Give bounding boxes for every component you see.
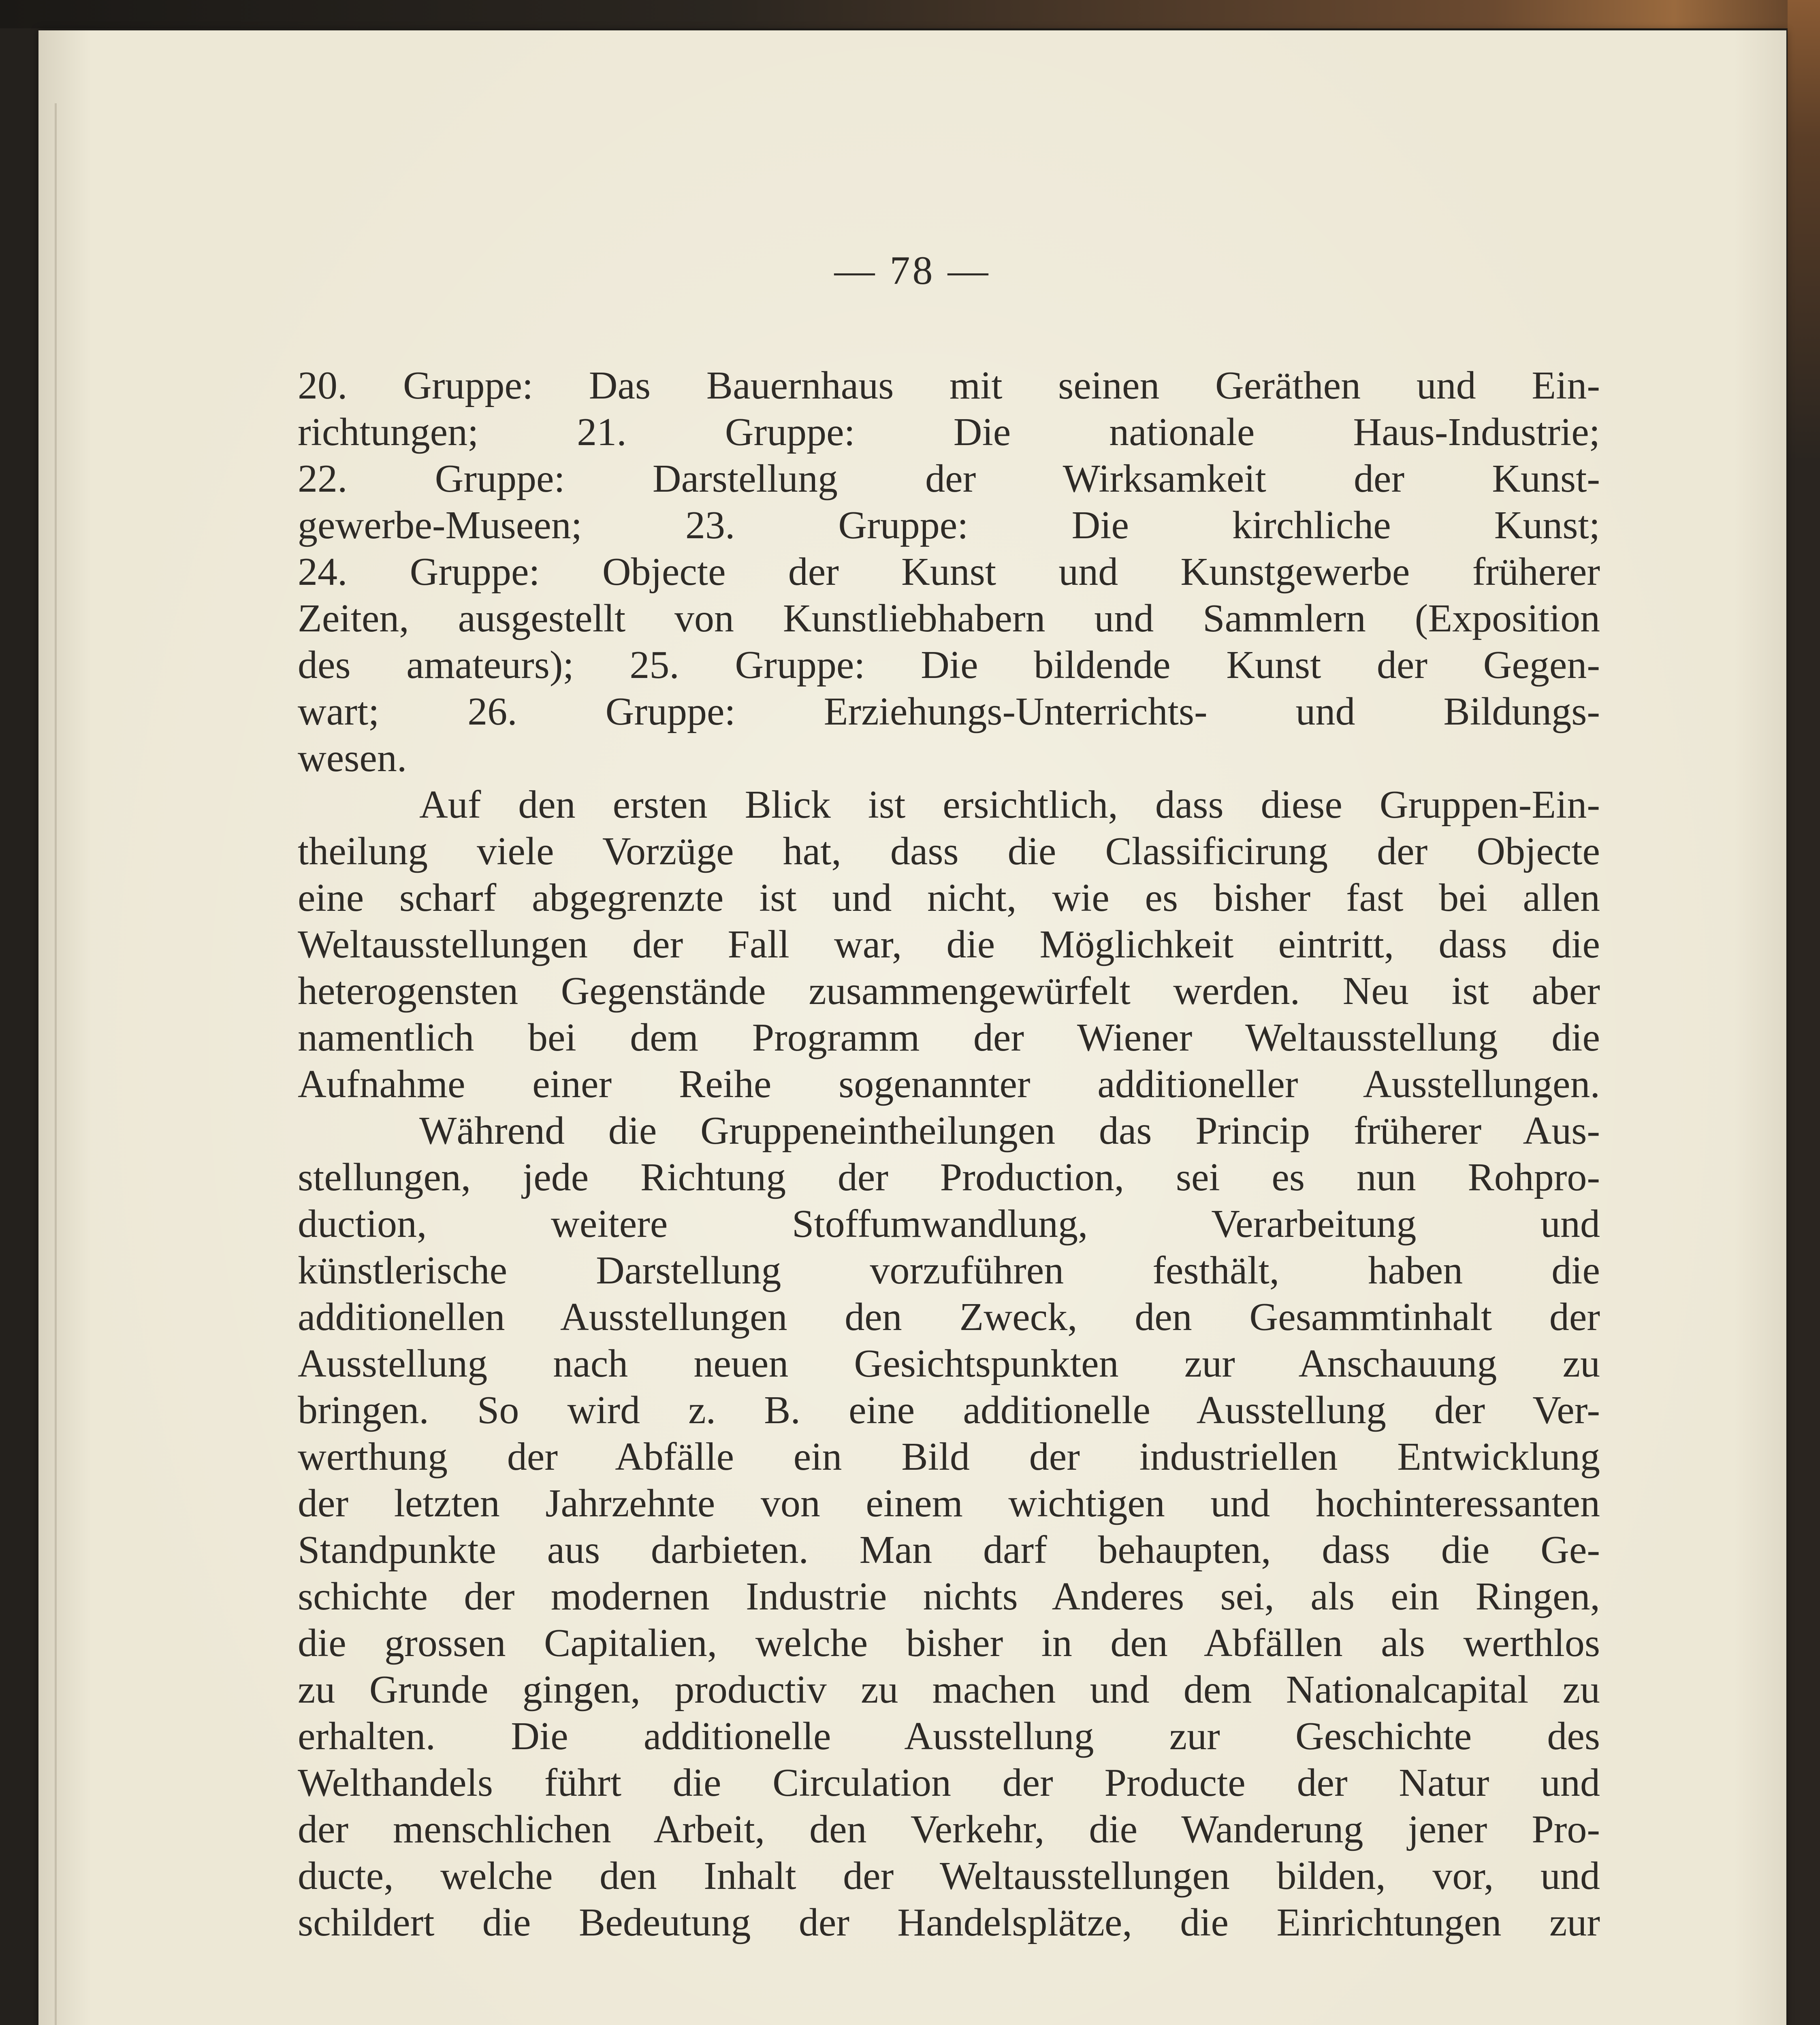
text-line: werthung der Abfälle ein Bild der industriellen Entwicklung (298, 1435, 1600, 1479)
paragraph-start-line: Während die Gruppeneintheilungen das Princip früherer Aus- (419, 1109, 1600, 1153)
text-line: 22. Gruppe: Darstellung der Wirksamkeit der Kunst- (298, 457, 1600, 501)
text-line: theilung viele Vorzüge hat, dass die Classificirung der Objecte (298, 829, 1600, 873)
book-page (38, 30, 1786, 2025)
text-line: eine scharf abgegrenzte ist und nicht, wie es bisher fast bei allen (298, 876, 1600, 920)
text-line: stellungen, jede Richtung der Production, sei es nun Rohpro- (298, 1155, 1600, 1199)
text-line: wart; 26. Gruppe: Erziehungs-Unterrichts- und Bildungs- (298, 690, 1600, 733)
text-line: zu Grunde gingen, productiv zu machen und dem Nationalcapital zu (298, 1668, 1600, 1712)
text-line: 20. Gruppe: Das Bauernhaus mit seinen Geräthen und Ein- (298, 364, 1600, 407)
text-line: Zeiten, ausgestellt von Kunstliebhabern und Sammlern (Exposition (298, 597, 1600, 640)
text-line: erhalten. Die additionelle Ausstellung zur Geschichte des (298, 1714, 1600, 1758)
text-line: namentlich bei dem Programm der Wiener Weltausstellung die (298, 1016, 1600, 1059)
text-line: künstlerische Darstellung vorzuführen festhält, haben die (298, 1249, 1600, 1292)
text-line: wesen. (298, 736, 407, 780)
text-line: ducte, welche den Inhalt der Weltausstellungen bilden, vor, und (298, 1854, 1600, 1898)
book-cover-edge-right (1788, 0, 1820, 2025)
text-line: additionellen Ausstellungen den Zweck, den Gesammtinhalt der (298, 1295, 1600, 1339)
text-line: Standpunkte aus darbieten. Man darf behaupten, dass die Ge- (298, 1528, 1600, 1572)
text-line: der letzten Jahrzehnte von einem wichtigen und hochinteressanten (298, 1481, 1600, 1525)
page-number: — 78 — (834, 248, 991, 293)
text-line: schichte der modernen Industrie nichts Anderes sei, als ein Ringen, (298, 1575, 1600, 1618)
text-line: 24. Gruppe: Objecte der Kunst und Kunstgewerbe früherer (298, 550, 1600, 594)
text-line: richtungen; 21. Gruppe: Die nationale Haus-Industrie; (298, 410, 1600, 454)
text-line: bringen. So wird z. B. eine additionelle Ausstellung der Ver- (298, 1388, 1600, 1432)
page-gutter-line (55, 103, 57, 2025)
text-line: der menschlichen Arbeit, den Verkehr, die Wanderung jener Pro- (298, 1808, 1600, 1851)
text-line: die grossen Capitalien, welche bisher in den Abfällen als werthlos (298, 1621, 1600, 1665)
text-line: des amateurs); 25. Gruppe: Die bildende Kunst der Gegen- (298, 643, 1600, 687)
text-line: schildert die Bedeutung der Handelsplätze, die Einrichtungen zur (298, 1901, 1600, 1944)
text-line: Weltausstellungen der Fall war, die Möglichkeit eintritt, dass die (298, 923, 1600, 966)
paragraph-start-line: Auf den ersten Blick ist ersichtlich, dass diese Gruppen-Ein- (419, 783, 1600, 827)
text-line: Welthandels führt die Circulation der Producte der Natur und (298, 1761, 1600, 1805)
text-line: gewerbe-Museen; 23. Gruppe: Die kirchliche Kunst; (298, 503, 1600, 547)
text-line: heterogensten Gegenstände zusammengewürfelt werden. Neu ist aber (298, 969, 1600, 1013)
text-line: Aufnahme einer Reihe sogenannter additioneller Ausstellungen. (298, 1062, 1600, 1106)
text-line: duction, weitere Stoffumwandlung, Verarbeitung und (298, 1202, 1600, 1246)
book-cover-edge-top (0, 0, 1820, 28)
text-line: Ausstellung nach neuen Gesichtspunkten zur Anschauung zu (298, 1342, 1600, 1386)
body-text (298, 362, 1600, 1946)
